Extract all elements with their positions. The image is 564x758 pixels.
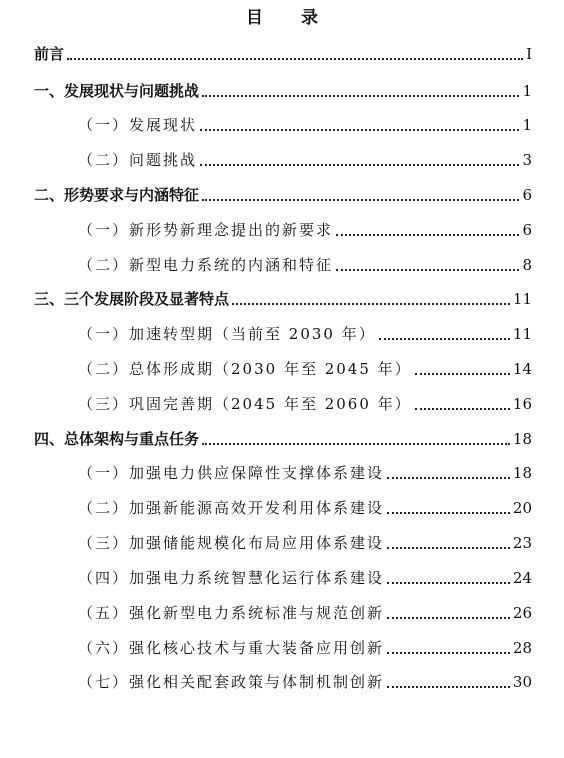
toc-entry-subsection[interactable] (78, 320, 532, 344)
toc-entry-label: 前言 (34, 45, 65, 63)
dot-leader (387, 547, 510, 549)
dot-leader (387, 652, 510, 654)
dot-leader (202, 199, 519, 201)
toc-entry-label: 三、三个发展阶段及显著特点 (34, 290, 230, 308)
toc-entry-subsection[interactable] (78, 111, 532, 135)
toc-entry-page: 6 (522, 221, 532, 239)
toc-entry-label: 四、总体架构与重点任务 (34, 430, 200, 448)
dot-leader (415, 408, 510, 410)
dot-leader (379, 338, 510, 340)
toc-entry-label: （三）巩固完善期（2045 年至 2060 年） (78, 395, 412, 413)
toc-entry-label: （二）加强新能源高效开发利用体系建设 (78, 499, 385, 517)
dot-leader (387, 477, 510, 479)
toc-entry-label: （七）强化相关配套政策与体制机制创新 (78, 673, 385, 691)
toc-entry-subsection[interactable] (78, 634, 532, 658)
dot-leader (67, 58, 523, 60)
toc-entry-page: 11 (512, 325, 532, 343)
toc-entry-page: 26 (512, 604, 532, 622)
toc-entry-subsection[interactable] (78, 146, 532, 170)
toc-entry-label: （二）新型电力系统的内涵和特征 (78, 256, 334, 274)
toc-entry-subsection[interactable] (78, 459, 532, 483)
toc-entry-page: 23 (512, 534, 532, 552)
toc-entry-label: 一、发展现状与问题挑战 (34, 82, 200, 100)
toc-entry-page: 28 (512, 639, 532, 657)
toc-entry-subsection[interactable] (78, 216, 532, 240)
dot-leader (232, 303, 510, 305)
toc-entry-subsection[interactable] (78, 390, 532, 414)
toc-entry-label: （二）问题挑战 (78, 151, 198, 169)
toc-entry-subsection[interactable] (78, 494, 532, 518)
toc-entry-section-4[interactable] (34, 425, 532, 449)
dot-leader (202, 95, 519, 97)
toc-entry-page: 24 (512, 569, 532, 587)
toc-entry-subsection[interactable] (78, 251, 532, 275)
toc-entry-label: （五）强化新型电力系统标准与规范创新 (78, 604, 385, 622)
dot-leader (200, 129, 519, 131)
toc-entry-page: 1 (522, 82, 532, 100)
toc-entry-label: （三）加强储能规模化布局应用体系建设 (78, 534, 385, 552)
toc-entry-subsection[interactable] (78, 599, 532, 623)
toc-entry-page: 30 (512, 673, 532, 691)
toc-entry-page: 16 (512, 395, 532, 413)
toc-entry-label: （一）发展现状 (78, 116, 198, 134)
toc-entry-preface[interactable] (34, 40, 532, 64)
toc-entry-page: 8 (522, 256, 532, 274)
toc-entry-page: 20 (512, 499, 532, 517)
toc-entry-label: （一）加速转型期（当前至 2030 年） (78, 325, 376, 343)
toc-entry-section-1[interactable] (34, 77, 532, 101)
toc-entry-page: 18 (512, 430, 532, 448)
toc-entry-subsection[interactable] (78, 529, 532, 553)
dot-leader (415, 373, 510, 375)
toc-entry-subsection[interactable] (78, 355, 532, 379)
toc-entry-page: 18 (512, 464, 532, 482)
dot-leader (387, 582, 510, 584)
toc-entry-subsection[interactable] (78, 564, 532, 588)
toc-entry-page: 14 (512, 360, 532, 378)
dot-leader (387, 617, 510, 619)
dot-leader (200, 164, 519, 166)
toc-entry-label: （二）总体形成期（2030 年至 2045 年） (78, 360, 412, 378)
toc-entry-label: （一）新形势新理念提出的新要求 (78, 221, 334, 239)
dot-leader (202, 443, 510, 445)
toc-entry-label: 二、形势要求与内涵特征 (34, 186, 200, 204)
toc-entry-page: I (526, 45, 532, 63)
toc-title: 目 录 (246, 8, 334, 28)
toc-entry-section-3[interactable] (34, 285, 532, 309)
dot-leader (336, 269, 519, 271)
toc-entry-label: （一）加强电力供应保障性支撑体系建设 (78, 464, 385, 482)
dot-leader (387, 686, 510, 688)
toc-entry-label: （六）强化核心技术与重大装备应用创新 (78, 639, 385, 657)
dot-leader (387, 512, 510, 514)
toc-entry-page: 1 (522, 116, 532, 134)
toc-entry-page: 11 (512, 290, 532, 308)
toc-entry-page: 3 (522, 151, 532, 169)
toc-entry-label: （四）加强电力系统智慧化运行体系建设 (78, 569, 385, 587)
toc-entry-section-2[interactable] (34, 181, 532, 205)
toc-entry-page: 6 (522, 186, 532, 204)
dot-leader (336, 234, 519, 236)
toc-entry-subsection[interactable] (78, 668, 532, 692)
